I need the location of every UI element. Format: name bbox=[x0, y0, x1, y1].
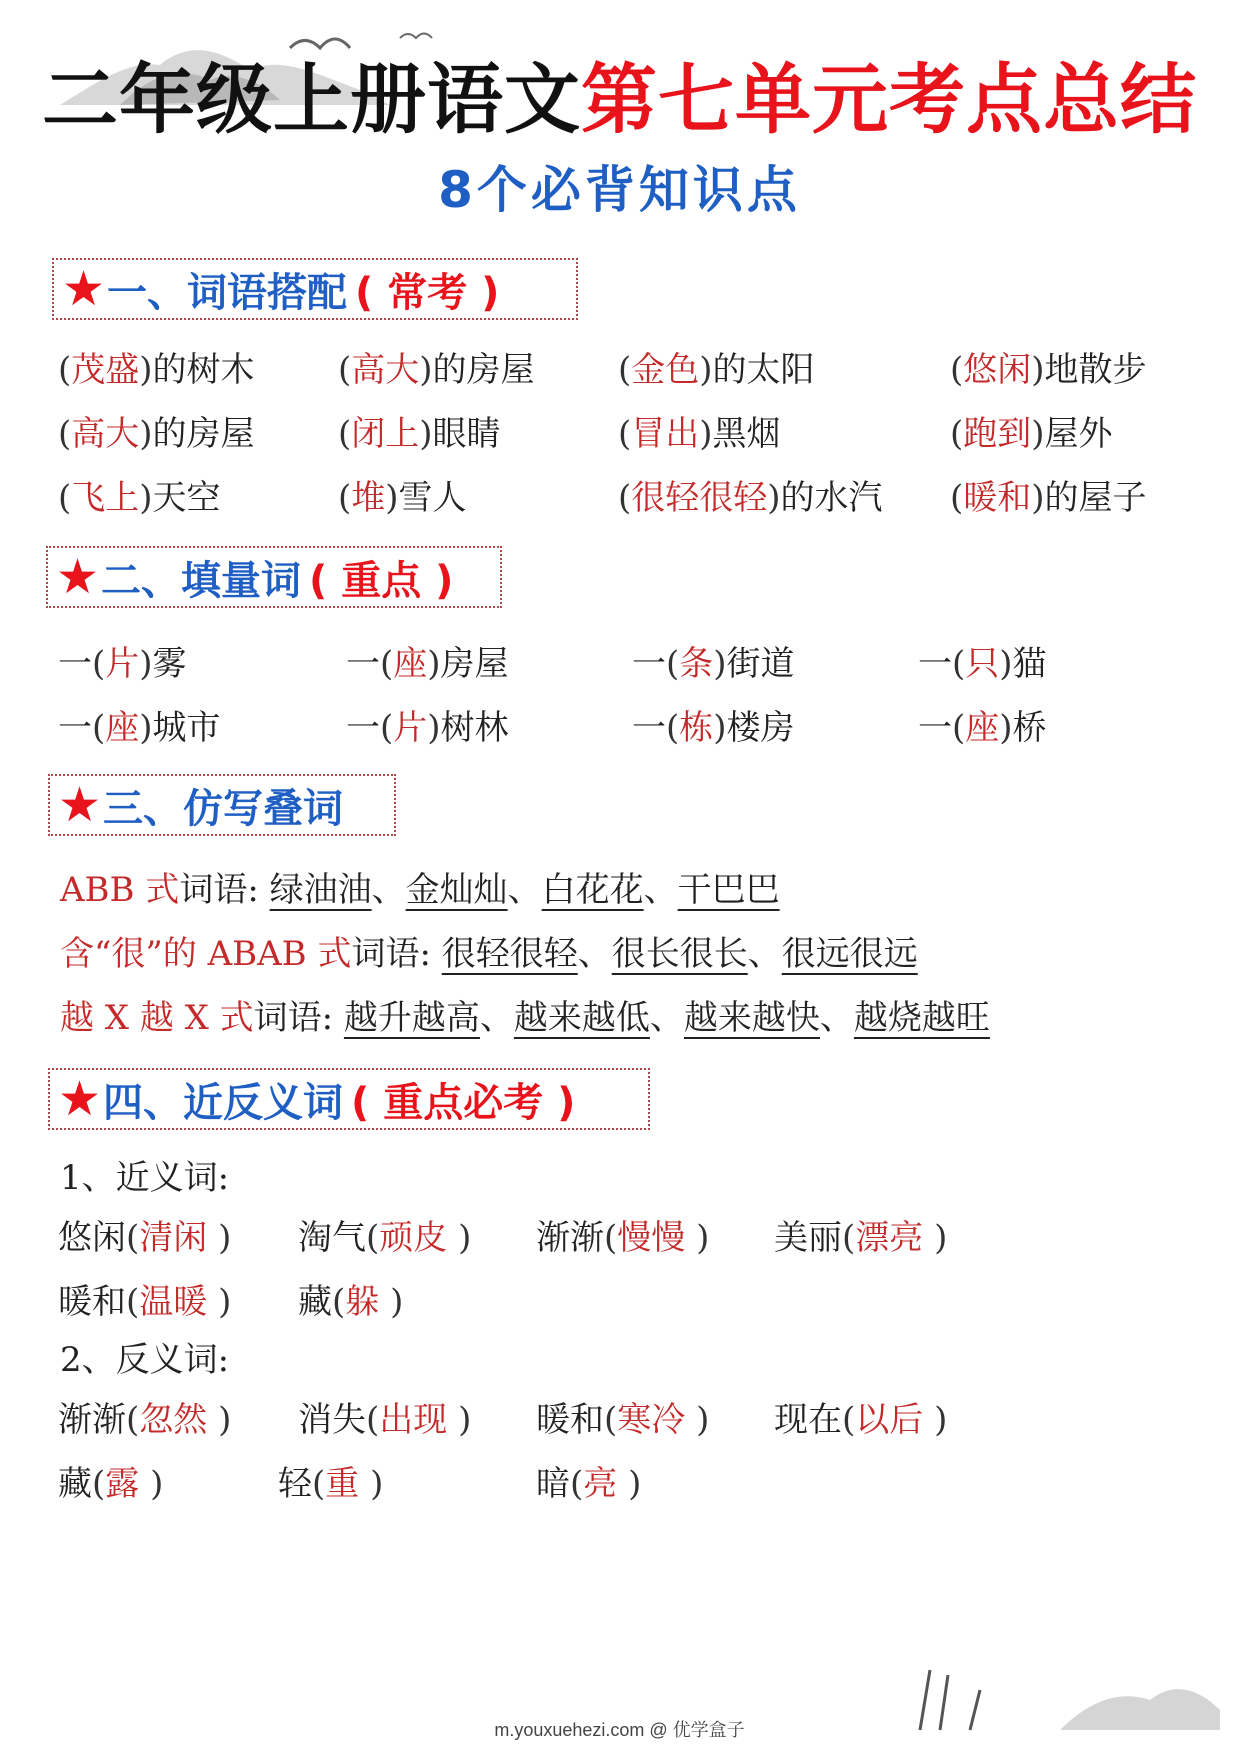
answer-word: 重 bbox=[325, 1464, 360, 1504]
answer-word: 躲 bbox=[345, 1282, 380, 1322]
word: 暗 bbox=[536, 1464, 570, 1504]
close-paren: ) bbox=[379, 1282, 404, 1322]
synonym-item bbox=[774, 1210, 947, 1266]
synonym-row bbox=[0, 1210, 1239, 1266]
close-paren: ) bbox=[385, 478, 399, 518]
noun: 房屋 bbox=[440, 644, 509, 684]
measure-word-row bbox=[0, 700, 1239, 756]
footer-source: m.youxuehezi.com @ 优学盒子 bbox=[494, 1720, 745, 1740]
answer-word: 顽皮 bbox=[379, 1218, 448, 1258]
collocation-item bbox=[618, 406, 781, 462]
measure-word-item bbox=[918, 700, 1047, 756]
section-note: ( 重点必考 ) bbox=[351, 1079, 576, 1126]
given-word: 的房屋 bbox=[432, 350, 535, 390]
open-paren: ( bbox=[666, 644, 680, 684]
open-paren: ( bbox=[366, 1400, 380, 1440]
open-paren: ( bbox=[366, 1218, 380, 1258]
star-icon: ★ bbox=[56, 549, 100, 605]
open-paren: ( bbox=[570, 1464, 584, 1504]
collocation-row bbox=[0, 470, 1239, 526]
synonym-item bbox=[58, 1210, 231, 1266]
given-word: 的房屋 bbox=[152, 414, 255, 454]
synonym-item bbox=[58, 1274, 231, 1330]
pattern-label: ABB 式 bbox=[60, 870, 180, 910]
close-paren: ) bbox=[713, 644, 727, 684]
section-heading-collocation bbox=[52, 258, 578, 320]
noun: 街道 bbox=[726, 644, 795, 684]
close-paren: ) bbox=[923, 1218, 948, 1258]
answer-word: 金色 bbox=[631, 350, 700, 390]
answer-word: 冒出 bbox=[631, 414, 700, 454]
open-paren: ( bbox=[126, 1218, 140, 1258]
antonym-item bbox=[536, 1456, 641, 1512]
reduplication-line bbox=[60, 990, 990, 1046]
noun: 桥 bbox=[1012, 708, 1047, 748]
collocation-item bbox=[58, 470, 221, 526]
synonym-item bbox=[298, 1274, 403, 1330]
word: 轻 bbox=[278, 1464, 312, 1504]
open-paren: ( bbox=[604, 1400, 618, 1440]
antonym-item bbox=[58, 1392, 231, 1448]
answer-word: 温暖 bbox=[139, 1282, 208, 1322]
answer-word: 寒冷 bbox=[617, 1400, 686, 1440]
close-paren: ) bbox=[685, 1400, 710, 1440]
open-paren: ( bbox=[92, 708, 106, 748]
word: 暖和 bbox=[536, 1400, 604, 1440]
example-word: 越升越高 bbox=[343, 998, 480, 1038]
open-paren: ( bbox=[666, 708, 680, 748]
measure-word-item bbox=[918, 636, 1047, 692]
open-paren: ( bbox=[618, 350, 632, 390]
collocation-item bbox=[58, 342, 255, 398]
section-title: 二、填量词 bbox=[101, 557, 302, 604]
numeral: 一 bbox=[58, 708, 92, 748]
measure-word-item bbox=[346, 636, 509, 692]
answer-word: 座 bbox=[965, 708, 1000, 748]
page-title-red: 第七单元考点总结 bbox=[581, 55, 1197, 144]
word: 渐渐 bbox=[58, 1400, 126, 1440]
answer-word: 露 bbox=[105, 1464, 140, 1504]
reduplication-line bbox=[60, 926, 918, 982]
antonym-item bbox=[298, 1392, 471, 1448]
noun: 楼房 bbox=[726, 708, 795, 748]
numeral: 一 bbox=[346, 708, 380, 748]
star-icon: ★ bbox=[58, 1071, 102, 1127]
collocation-item bbox=[338, 342, 535, 398]
example-word: 很长很长 bbox=[611, 934, 748, 974]
answer-word: 跑到 bbox=[963, 414, 1032, 454]
section-heading-measure-words bbox=[46, 546, 502, 608]
open-paren: ( bbox=[126, 1282, 140, 1322]
star-icon: ★ bbox=[62, 261, 106, 317]
close-paren: ) bbox=[617, 1464, 642, 1504]
answer-word: 以后 bbox=[855, 1400, 924, 1440]
answer-word: 条 bbox=[679, 644, 714, 684]
given-word: 屋外 bbox=[1044, 414, 1113, 454]
given-word: 的太阳 bbox=[712, 350, 815, 390]
answer-word: 堆 bbox=[351, 478, 386, 518]
close-paren: ) bbox=[1031, 478, 1045, 518]
collocation-row bbox=[0, 406, 1239, 462]
separator: 、 bbox=[643, 870, 678, 910]
noun: 雾 bbox=[152, 644, 187, 684]
synonyms-heading: 1、近义词: bbox=[60, 1158, 230, 1198]
open-paren: ( bbox=[842, 1218, 856, 1258]
antonym-item bbox=[774, 1392, 947, 1448]
word: 现在 bbox=[774, 1400, 842, 1440]
close-paren: ) bbox=[923, 1400, 948, 1440]
separator: 、 bbox=[577, 934, 612, 974]
close-paren: ) bbox=[699, 414, 713, 454]
open-paren: ( bbox=[952, 708, 966, 748]
open-paren: ( bbox=[92, 1464, 106, 1504]
noun: 城市 bbox=[152, 708, 221, 748]
section-title: 三、仿写叠词 bbox=[103, 785, 344, 832]
open-paren: ( bbox=[58, 350, 72, 390]
open-paren: ( bbox=[332, 1282, 346, 1322]
answer-word: 座 bbox=[393, 644, 428, 684]
open-paren: ( bbox=[950, 350, 964, 390]
given-word: 眼睛 bbox=[432, 414, 501, 454]
open-paren: ( bbox=[842, 1400, 856, 1440]
noun: 树林 bbox=[440, 708, 509, 748]
separator: 、 bbox=[479, 998, 514, 1038]
close-paren: ) bbox=[427, 644, 441, 684]
close-paren: ) bbox=[207, 1400, 232, 1440]
close-paren: ) bbox=[767, 478, 781, 518]
close-paren: ) bbox=[427, 708, 441, 748]
reduplication-line bbox=[60, 862, 780, 918]
answer-word: 座 bbox=[105, 708, 140, 748]
page-title bbox=[0, 52, 1239, 148]
close-paren: ) bbox=[447, 1400, 472, 1440]
close-paren: ) bbox=[139, 644, 153, 684]
antonym-item bbox=[278, 1456, 383, 1512]
separator: 、 bbox=[371, 870, 406, 910]
answer-word: 亮 bbox=[583, 1464, 618, 1504]
close-paren: ) bbox=[139, 708, 153, 748]
synonym-row bbox=[0, 1274, 1239, 1330]
close-paren: ) bbox=[999, 644, 1013, 684]
numeral: 一 bbox=[346, 644, 380, 684]
collocation-item bbox=[338, 406, 501, 462]
collocation-item bbox=[950, 406, 1113, 462]
close-paren: ) bbox=[713, 708, 727, 748]
answer-word: 闭上 bbox=[351, 414, 420, 454]
answer-word: 飞上 bbox=[71, 478, 140, 518]
given-word: 地散步 bbox=[1044, 350, 1147, 390]
close-paren: ) bbox=[999, 708, 1013, 748]
antonyms-heading: 2、反义词: bbox=[60, 1340, 230, 1380]
given-word: 的水汽 bbox=[780, 478, 883, 518]
example-word: 干巴巴 bbox=[677, 870, 780, 910]
close-paren: ) bbox=[1031, 350, 1045, 390]
open-paren: ( bbox=[604, 1218, 618, 1258]
section-title: 一、词语搭配 bbox=[107, 269, 348, 316]
answer-word: 高大 bbox=[71, 414, 140, 454]
section-heading-synonyms-antonyms bbox=[48, 1068, 650, 1130]
word: 美丽 bbox=[774, 1218, 842, 1258]
answer-word: 暖和 bbox=[963, 478, 1032, 518]
open-paren: ( bbox=[338, 478, 352, 518]
example-word: 很远很远 bbox=[781, 934, 918, 974]
antonym-row bbox=[0, 1392, 1239, 1448]
collocation-item bbox=[950, 470, 1147, 526]
open-paren: ( bbox=[312, 1464, 326, 1504]
given-word: 天空 bbox=[152, 478, 221, 518]
pattern-label-suffix: 词语: bbox=[179, 870, 270, 910]
close-paren: ) bbox=[685, 1218, 710, 1258]
open-paren: ( bbox=[380, 644, 394, 684]
answer-word: 只 bbox=[965, 644, 1000, 684]
measure-word-item bbox=[58, 636, 187, 692]
word: 淘气 bbox=[298, 1218, 366, 1258]
example-word: 金灿灿 bbox=[405, 870, 508, 910]
answer-word: 清闲 bbox=[139, 1218, 208, 1258]
open-paren: ( bbox=[380, 708, 394, 748]
close-paren: ) bbox=[419, 414, 433, 454]
example-word: 绿油油 bbox=[269, 870, 372, 910]
synonym-item bbox=[298, 1210, 471, 1266]
measure-word-item bbox=[58, 700, 221, 756]
section-heading-reduplication bbox=[48, 774, 396, 836]
given-word: 的树木 bbox=[152, 350, 255, 390]
example-word: 越烧越旺 bbox=[853, 998, 990, 1038]
page-subtitle: 8个必背知识点 bbox=[438, 161, 801, 219]
close-paren: ) bbox=[419, 350, 433, 390]
answer-word: 慢慢 bbox=[617, 1218, 686, 1258]
synonym-item bbox=[536, 1210, 709, 1266]
word: 渐渐 bbox=[536, 1218, 604, 1258]
section-note: ( 重点 ) bbox=[309, 557, 454, 604]
open-paren: ( bbox=[952, 644, 966, 684]
star-icon: ★ bbox=[58, 777, 102, 833]
example-word: 白花花 bbox=[541, 870, 644, 910]
example-word: 越来越快 bbox=[683, 998, 820, 1038]
word: 藏 bbox=[58, 1464, 92, 1504]
close-paren: ) bbox=[699, 350, 713, 390]
answer-word: 片 bbox=[393, 708, 428, 748]
close-paren: ) bbox=[207, 1218, 232, 1258]
open-paren: ( bbox=[618, 414, 632, 454]
close-paren: ) bbox=[139, 414, 153, 454]
open-paren: ( bbox=[950, 478, 964, 518]
answer-word: 漂亮 bbox=[855, 1218, 924, 1258]
close-paren: ) bbox=[359, 1464, 384, 1504]
word: 悠闲 bbox=[58, 1218, 126, 1258]
word: 暖和 bbox=[58, 1282, 126, 1322]
separator: 、 bbox=[507, 870, 542, 910]
open-paren: ( bbox=[58, 414, 72, 454]
measure-word-item bbox=[346, 700, 509, 756]
collocation-item bbox=[950, 342, 1147, 398]
close-paren: ) bbox=[139, 350, 153, 390]
answer-word: 很轻很轻 bbox=[631, 478, 768, 518]
answer-word: 片 bbox=[105, 644, 140, 684]
word: 消失 bbox=[298, 1400, 366, 1440]
word: 藏 bbox=[298, 1282, 332, 1322]
answer-word: 茂盛 bbox=[71, 350, 140, 390]
example-word: 很轻很轻 bbox=[441, 934, 578, 974]
close-paren: ) bbox=[207, 1282, 232, 1322]
pattern-label-suffix: 词语: bbox=[253, 998, 344, 1038]
page-title-black: 二年级上册语文 bbox=[42, 55, 581, 144]
open-paren: ( bbox=[126, 1400, 140, 1440]
answer-word: 悠闲 bbox=[963, 350, 1032, 390]
separator: 、 bbox=[649, 998, 684, 1038]
answer-word: 忽然 bbox=[139, 1400, 208, 1440]
open-paren: ( bbox=[92, 644, 106, 684]
numeral: 一 bbox=[918, 644, 952, 684]
given-word: 的屋子 bbox=[1044, 478, 1147, 518]
given-word: 雪人 bbox=[398, 478, 467, 518]
collocation-item bbox=[338, 470, 467, 526]
open-paren: ( bbox=[950, 414, 964, 454]
pattern-label-suffix: 词语: bbox=[351, 934, 442, 974]
close-paren: ) bbox=[139, 1464, 164, 1504]
numeral: 一 bbox=[632, 644, 666, 684]
close-paren: ) bbox=[139, 478, 153, 518]
collocation-item bbox=[618, 470, 883, 526]
measure-word-row bbox=[0, 636, 1239, 692]
answer-word: 出现 bbox=[379, 1400, 448, 1440]
collocation-item bbox=[58, 406, 255, 462]
separator: 、 bbox=[819, 998, 854, 1038]
measure-word-item bbox=[632, 636, 795, 692]
example-word: 越来越低 bbox=[513, 998, 650, 1038]
antonym-row bbox=[0, 1456, 1239, 1512]
antonym-item bbox=[536, 1392, 709, 1448]
numeral: 一 bbox=[632, 708, 666, 748]
separator: 、 bbox=[747, 934, 782, 974]
numeral: 一 bbox=[918, 708, 952, 748]
section-title: 四、近反义词 bbox=[103, 1079, 344, 1126]
close-paren: ) bbox=[1031, 414, 1045, 454]
pattern-label: 越 X 越 X 式 bbox=[60, 998, 254, 1038]
collocation-row bbox=[0, 342, 1239, 398]
pattern-label: 含“很”的 ABAB 式 bbox=[60, 934, 352, 974]
open-paren: ( bbox=[338, 414, 352, 454]
numeral: 一 bbox=[58, 644, 92, 684]
measure-word-item bbox=[632, 700, 795, 756]
close-paren: ) bbox=[447, 1218, 472, 1258]
antonym-item bbox=[58, 1456, 163, 1512]
given-word: 黑烟 bbox=[712, 414, 781, 454]
noun: 猫 bbox=[1012, 644, 1047, 684]
open-paren: ( bbox=[58, 478, 72, 518]
open-paren: ( bbox=[338, 350, 352, 390]
answer-word: 高大 bbox=[351, 350, 420, 390]
open-paren: ( bbox=[618, 478, 632, 518]
section-note: ( 常考 ) bbox=[355, 269, 500, 316]
collocation-item bbox=[618, 342, 815, 398]
answer-word: 栋 bbox=[679, 708, 714, 748]
